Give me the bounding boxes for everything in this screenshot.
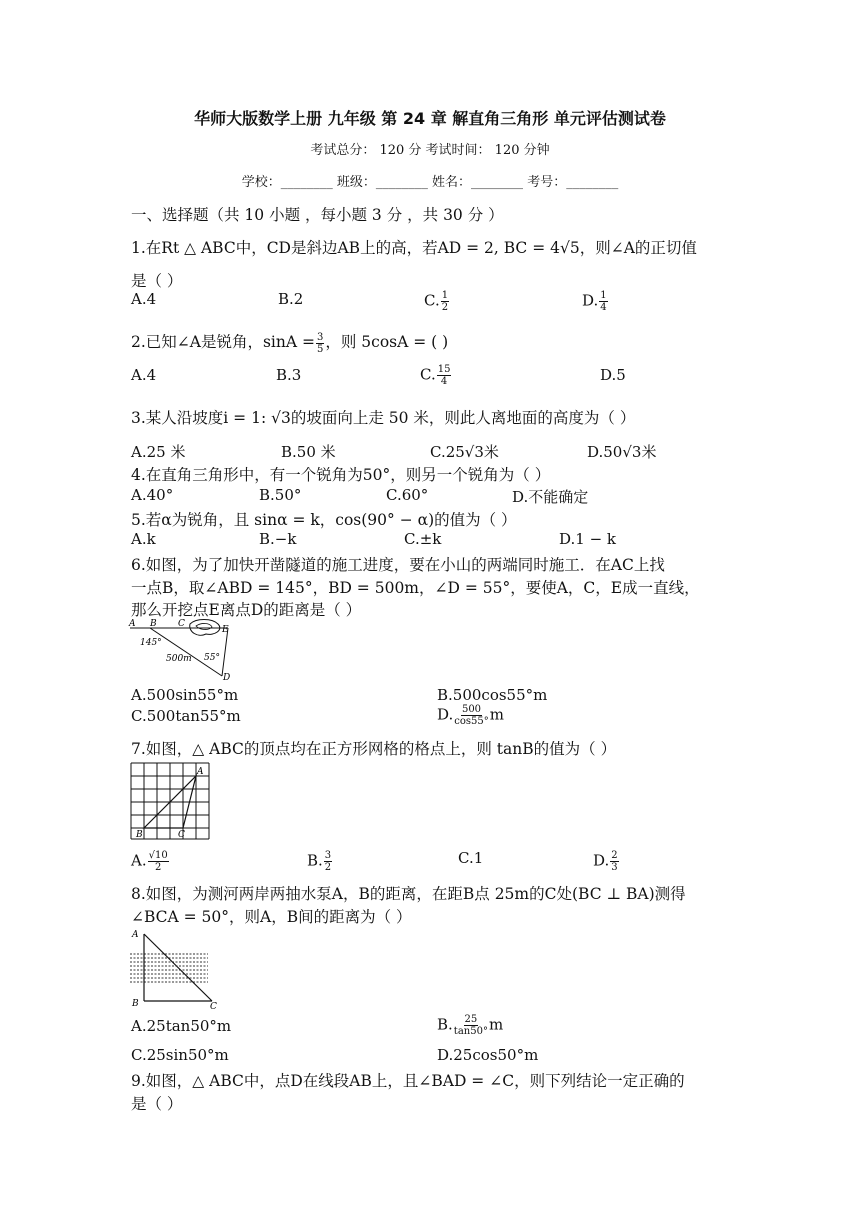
q2-option-d: D.5	[600, 366, 626, 384]
q5-option-b: B.−k	[259, 530, 297, 548]
q5-option-d: D.1 − k	[559, 530, 616, 548]
exam-info: 考试总分： 120 分 考试时间： 120 分钟	[310, 143, 550, 158]
q8-label-b: B	[132, 999, 139, 1009]
q6-stem-line3: 那么开挖点E离点D的距离是（ ）	[131, 601, 362, 619]
q6-option-b: B.500cos55°m	[437, 686, 548, 704]
q4-option-d: D.不能确定	[512, 488, 589, 506]
q8-option-a: A.25tan50°m	[131, 1017, 232, 1035]
q2-option-a: A.4	[131, 366, 157, 384]
q7-option-c: C.1	[458, 849, 484, 867]
q9-stem-line2: 是（ ）	[131, 1095, 183, 1113]
q6-figure	[128, 618, 238, 682]
q6-label-b: B	[150, 619, 157, 629]
q8-option-c: C.25sin50°m	[131, 1046, 229, 1064]
q4-option-a: A.40°	[131, 486, 174, 504]
q9-stem-line1: 9.如图，△ ABC中，点D在线段AB上，且∠BAD = ∠C，则下列结论一定正确的	[131, 1072, 685, 1090]
q3-option-d: D.50√3米	[587, 443, 657, 461]
q6-stem-line2: 一点B，取∠ABD = 145°，BD = 500m，∠D = 55°，要使A，C，E成一直线，	[131, 579, 700, 597]
q3-stem: 3.某人沿坡度i = 1: √3的坡面向上走 50 米，则此人离地面的高度为（ ）	[131, 409, 636, 427]
q6-label-c: C	[178, 619, 185, 629]
q1-stem-line1: 1.在Rt △ ABC中，CD是斜边AB上的高，若AD = 2, BC = 4√5，则∠A的正切值	[131, 239, 697, 257]
q1-option-c: C. $\frac{1}{2}$	[424, 290, 449, 313]
q6-option-d: D. $\frac{500}{\cos 55^\circ}$ m	[437, 704, 504, 727]
q6-label-angle2: 55°	[204, 653, 220, 663]
q3-option-a: A.25 米	[131, 443, 186, 461]
q2-option-c: C. $\frac{15}{4}$	[420, 364, 451, 387]
q6-label-e: E	[222, 625, 229, 635]
q7-grid-figure	[130, 762, 212, 840]
section-heading: 一、选择题（共 10 小题 ，每小题 3 分 ，共 30 分 ）	[131, 206, 504, 224]
q1-stem-line2: 是（ ）	[131, 272, 183, 290]
q6-label-length: 500m	[166, 654, 192, 664]
q5-stem: 5.若α为锐角，且 sinα = k，cos(90° − α)的值为（ ）	[131, 511, 517, 529]
q8-figure	[128, 926, 224, 1012]
q6-option-a: A.500sin55°m	[131, 686, 239, 704]
q8-label-a: A	[132, 930, 139, 940]
student-info: 学校：________ 班级：________ 姓名：________ 考号：________	[241, 175, 619, 190]
q7-option-a: A. $\frac{√10}{2}$	[131, 850, 168, 873]
q6-label-d: D	[223, 673, 231, 682]
q7-label-b: B	[136, 830, 143, 840]
q3-option-c: C.25√3米	[430, 443, 499, 461]
q7-label-c: C	[178, 830, 185, 840]
q8-stem-line2: ∠BCA = 50°，则A，B间的距离为（ ）	[131, 908, 412, 926]
q8-option-d: D.25cos50°m	[437, 1046, 539, 1064]
q4-stem: 4.在直角三角形中，有一个锐角为50°，则另一个锐角为（ ）	[131, 466, 551, 484]
q7-stem: 7.如图，△ ABC的顶点均在正方形网格的格点上，则 tanB的值为（ ）	[131, 740, 617, 758]
q8-option-b: B. $\frac{25}{\tan 50^\circ}$ m	[437, 1014, 504, 1037]
q7-option-b: B. $\frac{3}{2}$	[307, 850, 332, 873]
q5-option-c: C.±k	[404, 530, 442, 548]
q4-option-b: B.50°	[259, 486, 302, 504]
q5-option-a: A.k	[131, 530, 156, 548]
q7-label-a: A	[197, 767, 204, 777]
q1-option-d: D. $\frac{1}{4}$	[582, 290, 607, 313]
q3-option-b: B.50 米	[281, 443, 336, 461]
page-title: 华师大版数学上册 九年级 第 24 章 解直角三角形 单元评估测试卷	[194, 109, 666, 128]
q7-option-d: D. $\frac{2}{3}$	[593, 850, 618, 873]
q6-option-c: C.500tan55°m	[131, 707, 241, 725]
q8-label-c: C	[210, 1002, 217, 1012]
q6-label-a: A	[129, 619, 136, 629]
q6-label-angle1: 145°	[140, 638, 162, 648]
q6-stem-line1: 6.如图，为了加快开凿隧道的施工进度，要在小山的两端同时施工．在AC上找	[131, 556, 665, 574]
q4-option-c: C.60°	[386, 486, 429, 504]
q2-stem: 2.已知∠A是锐角，sinA = $\frac{3}{5}$ ，则 5cosA = ( )	[131, 331, 449, 355]
q1-option-a: A.4	[131, 290, 157, 308]
q8-stem-line1: 8.如图，为测河两岸两抽水泵A，B的距离，在距B点 25m的C处(BC ⊥ BA)测得	[131, 885, 686, 903]
q2-option-b: B.3	[276, 366, 302, 384]
q1-option-b: B.2	[278, 290, 304, 308]
